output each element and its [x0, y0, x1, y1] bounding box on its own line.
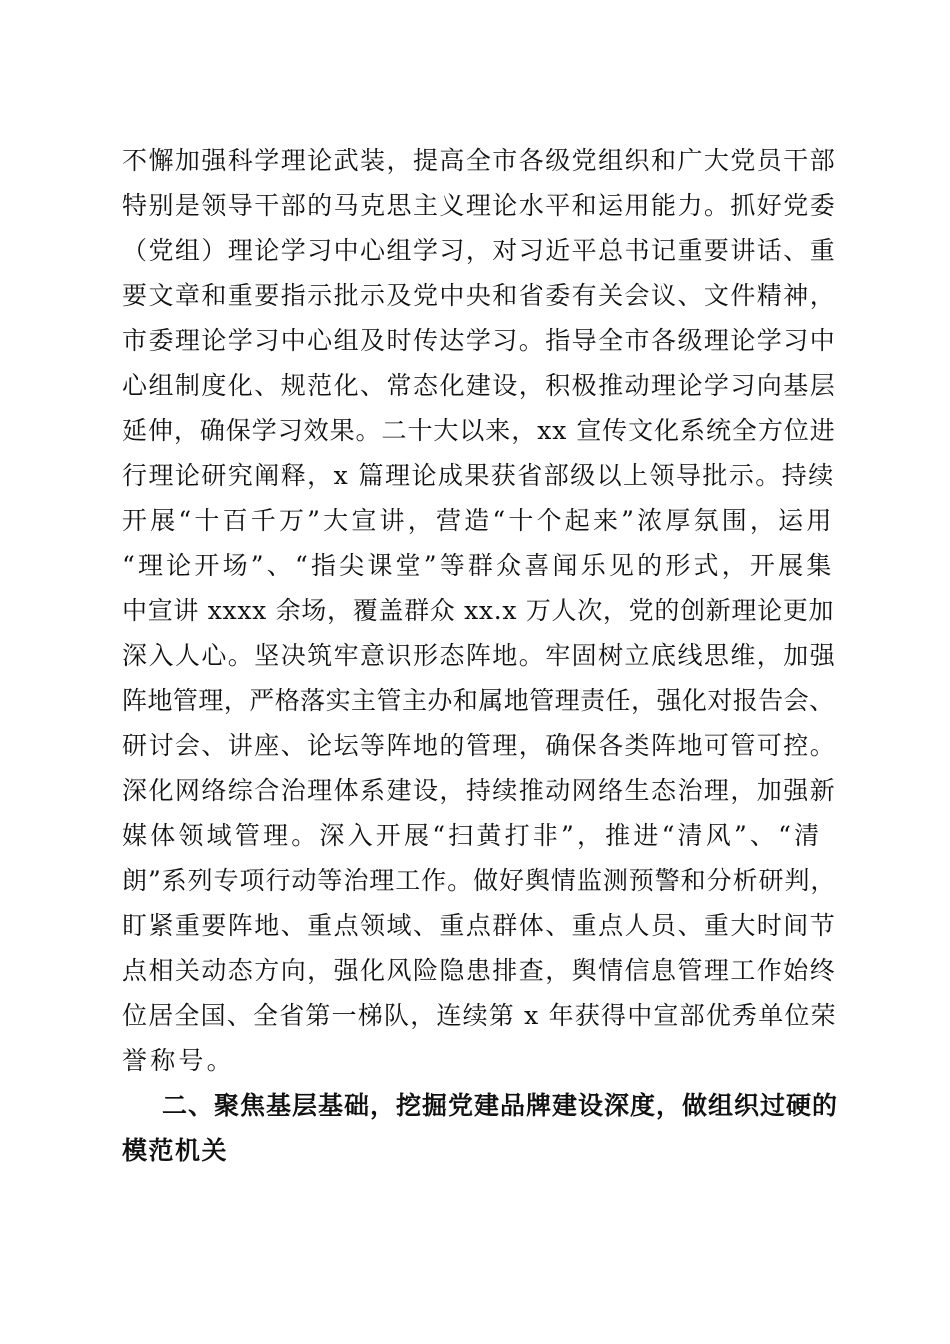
body-text-line: （党组）理论学习中心组学习，对习近平总书记重要讲话、重 — [122, 236, 837, 265]
body-text-line: 深化网络综合治理体系建设，持续推动网络生态治理，加强新 — [122, 776, 837, 805]
section-heading-line-1: 二、聚焦基层基础，挖掘党建品牌建设深度，做组织过硬的 — [162, 1091, 839, 1120]
body-text-line: 行理论研究阐释，x 篇理论成果获省部级以上领导批示。持续 — [122, 461, 835, 490]
body-text-line: 深入人心。坚决筑牢意识形态阵地。牢固树立底线思维，加强 — [122, 641, 837, 670]
section-heading-line-2: 模范机关 — [122, 1136, 229, 1165]
body-text-line: 特别是领导干部的马克思主义理论水平和运用能力。抓好党委 — [122, 191, 837, 220]
body-text-line: 中宣讲 xxxx 余场，覆盖群众 xx.x 万人次，党的创新理论更加 — [122, 596, 835, 625]
body-text-line: 朗”系列专项行动等治理工作。做好舆情监测预警和分析研判， — [122, 866, 837, 895]
body-text-line: 市委理论学习中心组及时传达学习。指导全市各级理论学习中 — [122, 326, 837, 355]
body-text-line: 盯紧重要阵地、重点领域、重点群体、重点人员、重大时间节 — [122, 911, 837, 940]
body-text-line: 阵地管理，严格落实主管主办和属地管理责任，强化对报告会、 — [122, 686, 835, 715]
body-text-line: “理论开场”、“指尖课堂”等群众喜闻乐见的形式，开展集 — [122, 551, 835, 580]
body-text-line: 延伸，确保学习效果。二十大以来，xx 宣传文化系统全方位进 — [122, 416, 836, 445]
body-text-line: 开展“十百千万”大宣讲，营造“十个起来”浓厚氛围，运用 — [122, 506, 835, 535]
body-text-line: 不懈加强科学理论武装，提高全市各级党组织和广大党员干部 — [122, 146, 837, 175]
body-text-line: 点相关动态方向，强化风险隐患排查，舆情信息管理工作始终 — [122, 956, 837, 985]
body-text-line: 位居全国、全省第一梯队，连续第 x 年获得中宣部优秀单位荣 — [122, 1001, 837, 1030]
body-text-line: 媒体领域管理。深入开展“扫黄打非”，推进“清风”、“清 — [122, 821, 823, 850]
body-text-line: 研讨会、讲座、论坛等阵地的管理，确保各类阵地可管可控。 — [122, 731, 837, 760]
body-text-line: 誉称号。 — [122, 1046, 235, 1075]
body-text-line: 心组制度化、规范化、常态化建设，积极推动理论学习向基层 — [122, 371, 837, 400]
body-text-line: 要文章和重要指示批示及党中央和省委有关会议、文件精神， — [122, 281, 837, 310]
